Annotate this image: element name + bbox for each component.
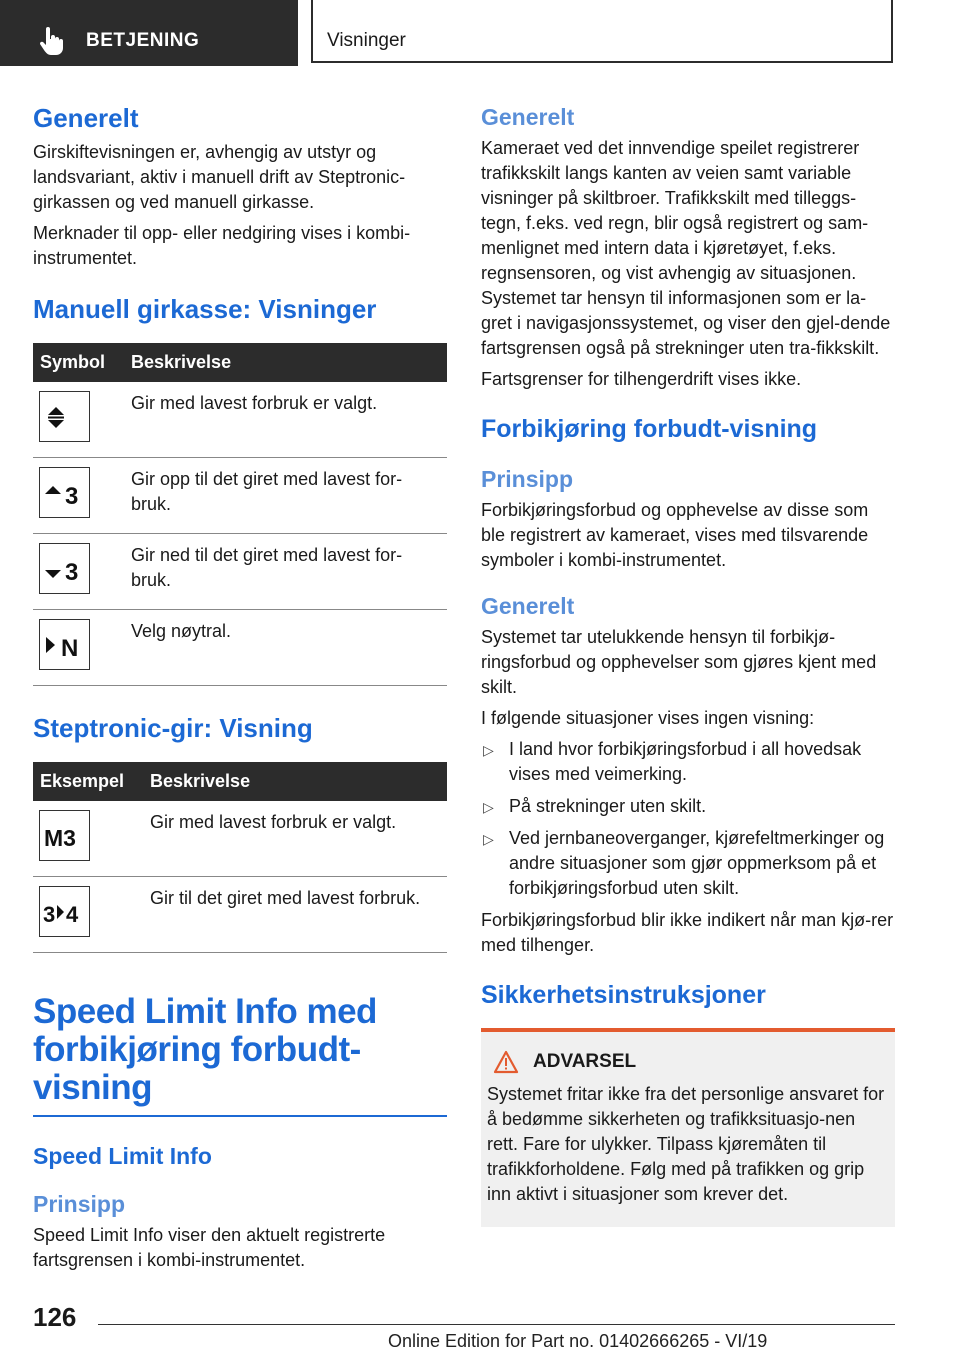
description-cell: Gir med lavest forbruk er valgt.: [143, 801, 447, 877]
table-row: [33, 534, 447, 610]
symbol-cell: [33, 458, 124, 534]
prinsipp-heading: Prinsipp: [33, 1191, 126, 1217]
page-footer: [0, 1296, 960, 1362]
edition-text: Online Edition for Part no. 01402666265 - VI/19: [388, 1331, 768, 1351]
table-row: [33, 610, 447, 686]
shift-down-3-icon: [39, 543, 90, 594]
steptronic-heading: Steptronic-gir: Visning: [33, 713, 313, 743]
generelt-heading: Generelt: [33, 103, 139, 133]
description-cell: Gir med lavest forbruk er valgt.: [124, 382, 447, 458]
prinsipp-heading: Prinsipp: [481, 466, 574, 492]
table-row: [33, 458, 447, 534]
list-item: [481, 737, 895, 787]
column-header: Eksempel: [33, 762, 143, 801]
speedlimit-info-heading: Speed Limit Info: [33, 1143, 212, 1169]
warning-box: [481, 1028, 895, 1227]
generelt-paragraph-2: Fartsgrenser for tilhengerdrift vises ikke.: [481, 369, 802, 389]
warning-triangle-icon: [493, 1050, 519, 1074]
warning-title-row: [487, 1050, 889, 1074]
description-cell: Gir opp til det giret med lavest for-bruk.: [124, 458, 447, 534]
generelt2-paragraph-1: Systemet tar utelukkende hensyn til forbikjø-ringsforbud og opphevelser som gjøres kjent med skilt.: [481, 627, 877, 697]
breadcrumb: [311, 0, 893, 63]
column-header: Beskrivelse: [124, 343, 447, 382]
generelt-heading: Generelt: [481, 104, 575, 130]
symbol-cell: [33, 610, 124, 686]
forbikjoring-heading: Forbikjøring forbudt-visning: [481, 415, 818, 443]
manuell-table: [33, 343, 447, 686]
triangle-bullet-icon: ▷: [483, 799, 494, 815]
speedlimit-main-heading: Speed Limit Info med forbikjøring forbudt-visning: [33, 993, 447, 1117]
symbol-cell: [33, 534, 124, 610]
gear-lowest-consumption-icon: [39, 391, 90, 442]
list-item-text: I land hvor forbikjøringsforbud i all hovedsak vises med veimerking.: [509, 739, 862, 784]
symbol-cell: [33, 382, 124, 458]
right-column: [481, 102, 895, 1227]
list-item: [481, 794, 895, 819]
svg-text:3: 3: [42, 901, 55, 927]
generelt2-paragraph-3: Forbikjøringsforbud blir ikke indikert når man kjø-rer med tilhenger.: [481, 910, 894, 955]
triangle-bullet-icon: ▷: [483, 831, 494, 847]
svg-text:N: N: [60, 634, 78, 660]
situations-list: [481, 737, 895, 901]
page-number: 126: [33, 1302, 77, 1332]
manuell-heading: Manuell girkasse: Visninger: [33, 294, 377, 324]
description-cell: Gir ned til det giret med lavest for-bruk.: [124, 534, 447, 610]
section-tab: [0, 0, 298, 66]
svg-text:3: 3: [64, 482, 78, 508]
svg-text:3: 3: [64, 558, 78, 584]
shift-3-to-4-icon: [39, 886, 90, 937]
breadcrumb-label: Visninger: [327, 30, 406, 51]
table-row: [33, 801, 447, 877]
symbol-cell: [33, 801, 143, 877]
svg-text:4: 4: [65, 901, 78, 927]
list-item: [481, 826, 895, 901]
svg-text:M3: M3: [43, 824, 76, 851]
page-header: [0, 0, 960, 66]
generelt2-heading: Generelt: [481, 593, 575, 619]
table-row: [33, 382, 447, 458]
table-header-row: [33, 343, 447, 382]
symbol-cell: [33, 877, 143, 953]
hand-pointer-icon: [38, 27, 64, 55]
generelt-paragraph-1: Kameraet ved det innvendige speilet registrerer trafikkskilt langs kanten av veien samt variable visninger på skiltbroer. Trafikkskilt med tilleggs-tegn, f.eks. ved regn, blir også registrert og sam-menlignet med intern data i kjøretøyet, f.eks. regnsensoren, og vist avhengig av situasjonen. Systemet tar hensyn til informasjonen som er la-gret i navigasjonssystemet, og viser den gjel-dende fartsgrensen også på strekninger uten tra-fikkskilt.: [481, 138, 891, 358]
description-cell: Velg nøytral.: [124, 610, 447, 686]
table-header-row: [33, 762, 447, 801]
generelt-paragraph-1: Girskiftevisningen er, avhengig av utstyr og landsvariant, aktiv i manuell drift av Steptronic-girkassen og ved manuell girkasse.: [33, 142, 406, 212]
generelt-paragraph-2: Merknader til opp- eller nedgiring vises i kombi-instrumentet.: [33, 223, 411, 268]
generelt2-paragraph-2: I følgende situasjoner vises ingen visning:: [481, 708, 815, 728]
prinsipp-paragraph: Forbikjøringsforbud og opphevelse av disse som ble registrert av kameraet, vises med tilsvarende symboler i kombi-instrumentet.: [481, 500, 869, 570]
warning-text: Systemet fritar ikke fra det personlige ansvaret for å bedømme sikkerheten og trafikksituasjo-nen rett. Fare for ulykker. Tilpass kjøremåten til trafikkforholdene. Følg med på trafikken og grip inn aktivt i situasjoner som krever det.: [487, 1084, 885, 1204]
neutral-n-icon: [39, 619, 90, 670]
footer-divider: [98, 1324, 895, 1325]
steptronic-table: [33, 762, 447, 953]
triangle-bullet-icon: ▷: [483, 742, 494, 758]
sikkerhet-heading: Sikkerhetsinstruksjoner: [481, 981, 766, 1009]
warning-title: ADVARSEL: [533, 1051, 637, 1072]
list-item-text: På strekninger uten skilt.: [509, 796, 707, 816]
description-cell: Gir til det giret med lavest forbruk.: [143, 877, 447, 953]
table-row: [33, 877, 447, 953]
column-header: Symbol: [33, 343, 124, 382]
column-header: Beskrivelse: [143, 762, 447, 801]
shift-up-3-icon: [39, 467, 90, 518]
list-item-text: Ved jernbaneoverganger, kjørefeltmerkinger og andre situasjoner som gjør oppmerksom på et forbikjøringsforbud uten skilt.: [509, 828, 885, 898]
section-title: BETJENING: [86, 30, 200, 51]
left-column: [33, 102, 447, 1279]
prinsipp-paragraph: Speed Limit Info viser den aktuelt registrerte fartsgrensen i kombi-instrumentet.: [33, 1225, 386, 1270]
m3-icon: [39, 810, 90, 861]
